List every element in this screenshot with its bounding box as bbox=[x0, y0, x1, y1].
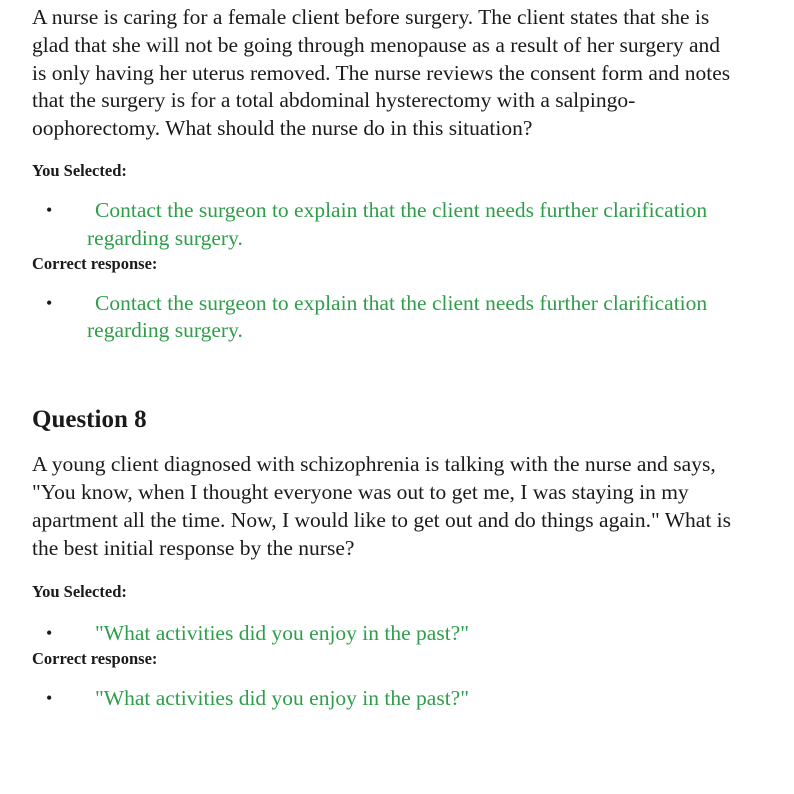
bullet-icon: • bbox=[46, 623, 53, 644]
question-7-block bbox=[32, 4, 772, 345]
you-selected-label: You Selected: bbox=[32, 160, 127, 180]
quiz-review-page bbox=[32, 4, 772, 713]
bullet-icon: • bbox=[46, 199, 53, 220]
question-8-title: Question 8 bbox=[32, 406, 147, 434]
you-selected-label: You Selected: bbox=[32, 582, 127, 602]
selected-answer-text: "What activities did you enjoy in the past?" bbox=[95, 621, 470, 646]
correct-response-label: Correct response: bbox=[32, 253, 158, 273]
correct-response-label: Correct response: bbox=[32, 649, 158, 669]
correct-answer-item bbox=[32, 290, 737, 346]
question-8-block bbox=[32, 405, 772, 713]
bullet-icon: • bbox=[46, 688, 53, 709]
correct-answer-item bbox=[32, 685, 737, 713]
selected-answer-text: Contact the surgeon to explain that the client needs further clarification regarding surgery. bbox=[87, 197, 708, 250]
selected-answer-item bbox=[32, 197, 737, 253]
question-7-stem: A nurse is caring for a female client before surgery. The client states that she is glad that she will not be going through menopause as a result of her surgery and is only having her uterus removed. The nurse reviews the consent form and notes that the surgery is for a total abdominal hysterectomy with a salpingo-oophorectomy. What should the nurse do in this situation? bbox=[32, 5, 731, 141]
correct-answer-text: Contact the surgeon to explain that the client needs further clarification regarding surgery. bbox=[87, 290, 708, 343]
selected-answer-item bbox=[32, 620, 737, 648]
bullet-icon: • bbox=[46, 292, 53, 313]
correct-answer-text: "What activities did you enjoy in the past?" bbox=[95, 686, 470, 711]
question-8-stem: A young client diagnosed with schizophrenia is talking with the nurse and says, "You know, when I thought everyone was out to get me, I was staying in my apartment all the time. Now, I would like to get out and do things again." What is the best initial response by the nurse? bbox=[32, 452, 732, 560]
